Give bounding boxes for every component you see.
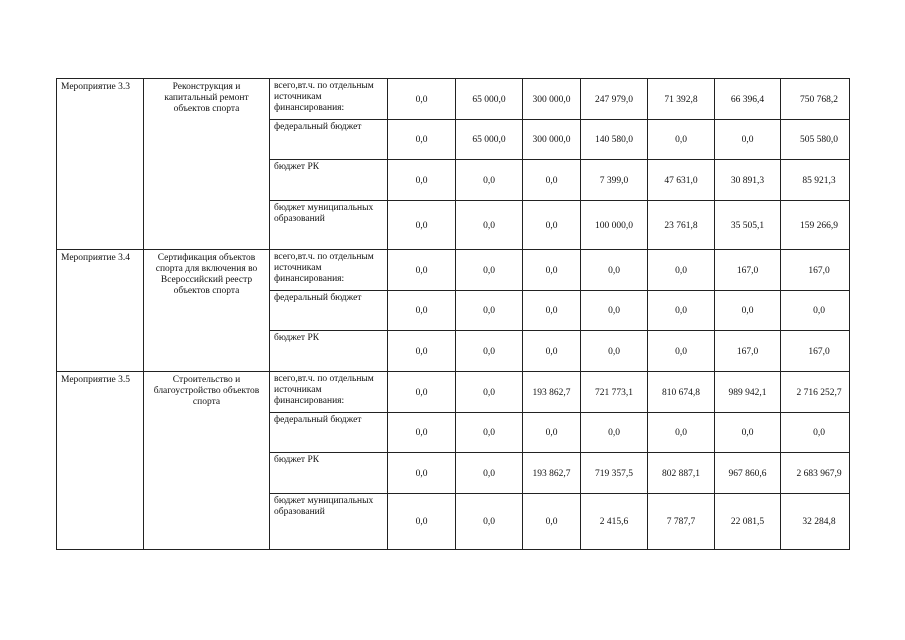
event-code-cell: Мероприятие 3.5 [57,372,144,550]
total-value-cell: 167,0 [781,331,850,372]
funding-source-cell: всего,вт.ч. по отдельным источникам финансирования: [270,372,388,413]
funding-source-cell: федеральный бюджет [270,120,388,160]
funding-source-cell: всего,вт.ч. по отдельным источникам финансирования: [270,250,388,291]
value-cell: 0,0 [388,250,456,291]
value-cell: 0,0 [581,291,648,331]
value-cell: 0,0 [523,291,581,331]
table-row [57,372,850,413]
funding-source-cell: всего,вт.ч. по отдельным источникам финансирования: [270,79,388,120]
value-cell: 65 000,0 [456,120,523,160]
funding-table [56,78,850,550]
value-cell: 967 860,6 [715,453,781,494]
value-cell: 719 357,5 [581,453,648,494]
value-cell: 167,0 [715,331,781,372]
funding-source-cell: бюджет муниципальных образований [270,201,388,250]
value-cell: 0,0 [523,250,581,291]
event-code-cell: Мероприятие 3.4 [57,250,144,372]
value-cell: 100 000,0 [581,201,648,250]
total-value-cell: 32 284,8 [781,494,850,550]
total-value-cell: 85 921,3 [781,160,850,201]
value-cell: 7 399,0 [581,160,648,201]
value-cell: 0,0 [523,201,581,250]
value-cell: 0,0 [648,250,715,291]
value-cell: 0,0 [388,372,456,413]
value-cell: 802 887,1 [648,453,715,494]
value-cell: 66 396,4 [715,79,781,120]
value-cell: 300 000,0 [523,120,581,160]
value-cell: 22 081,5 [715,494,781,550]
value-cell: 0,0 [456,160,523,201]
funding-source-cell: бюджет РК [270,331,388,372]
value-cell: 0,0 [523,331,581,372]
value-cell: 0,0 [715,413,781,453]
total-value-cell: 159 266,9 [781,201,850,250]
value-cell: 0,0 [456,250,523,291]
value-cell: 721 773,1 [581,372,648,413]
value-cell: 30 891,3 [715,160,781,201]
value-cell: 0,0 [388,413,456,453]
value-cell: 0,0 [581,250,648,291]
value-cell: 0,0 [456,291,523,331]
value-cell: 193 862,7 [523,372,581,413]
total-value-cell: 0,0 [781,413,850,453]
value-cell: 0,0 [581,413,648,453]
value-cell: 2 415,6 [581,494,648,550]
value-cell: 140 580,0 [581,120,648,160]
total-value-cell: 2 683 967,9 [781,453,850,494]
value-cell: 810 674,8 [648,372,715,413]
value-cell: 0,0 [388,453,456,494]
total-value-cell: 2 716 252,7 [781,372,850,413]
value-cell: 167,0 [715,250,781,291]
funding-source-cell: бюджет муниципальных образований [270,494,388,550]
value-cell: 0,0 [648,331,715,372]
value-cell: 0,0 [715,120,781,160]
value-cell: 7 787,7 [648,494,715,550]
value-cell: 0,0 [388,160,456,201]
value-cell: 0,0 [388,79,456,120]
event-name-cell: Реконструкция и капитальный ремонт объектов спорта [144,79,270,250]
value-cell: 0,0 [456,372,523,413]
total-value-cell: 0,0 [781,291,850,331]
value-cell: 0,0 [523,494,581,550]
table-row [57,250,850,291]
table-row [57,79,850,120]
value-cell: 0,0 [456,201,523,250]
value-cell: 65 000,0 [456,79,523,120]
value-cell: 193 862,7 [523,453,581,494]
value-cell: 0,0 [388,291,456,331]
value-cell: 0,0 [648,120,715,160]
event-name-cell: Строительство и благоустройство объектов спорта [144,372,270,550]
funding-source-cell: федеральный бюджет [270,291,388,331]
total-value-cell: 750 768,2 [781,79,850,120]
value-cell: 0,0 [388,201,456,250]
value-cell: 0,0 [581,331,648,372]
value-cell: 0,0 [456,331,523,372]
value-cell: 0,0 [388,120,456,160]
value-cell: 0,0 [456,413,523,453]
value-cell: 0,0 [523,160,581,201]
value-cell: 0,0 [456,494,523,550]
value-cell: 23 761,8 [648,201,715,250]
value-cell: 0,0 [456,453,523,494]
value-cell: 0,0 [715,291,781,331]
value-cell: 0,0 [648,291,715,331]
value-cell: 47 631,0 [648,160,715,201]
funding-source-cell: бюджет РК [270,160,388,201]
value-cell: 0,0 [388,494,456,550]
total-value-cell: 505 580,0 [781,120,850,160]
funding-source-cell: федеральный бюджет [270,413,388,453]
value-cell: 247 979,0 [581,79,648,120]
value-cell: 0,0 [388,331,456,372]
value-cell: 71 392,8 [648,79,715,120]
value-cell: 0,0 [523,413,581,453]
value-cell: 300 000,0 [523,79,581,120]
event-code-cell: Мероприятие 3.3 [57,79,144,250]
value-cell: 0,0 [648,413,715,453]
value-cell: 989 942,1 [715,372,781,413]
event-name-cell: Сертификация объектов спорта для включения во Всероссийский реестр объектов спорта [144,250,270,372]
funding-source-cell: бюджет РК [270,453,388,494]
total-value-cell: 167,0 [781,250,850,291]
value-cell: 35 505,1 [715,201,781,250]
